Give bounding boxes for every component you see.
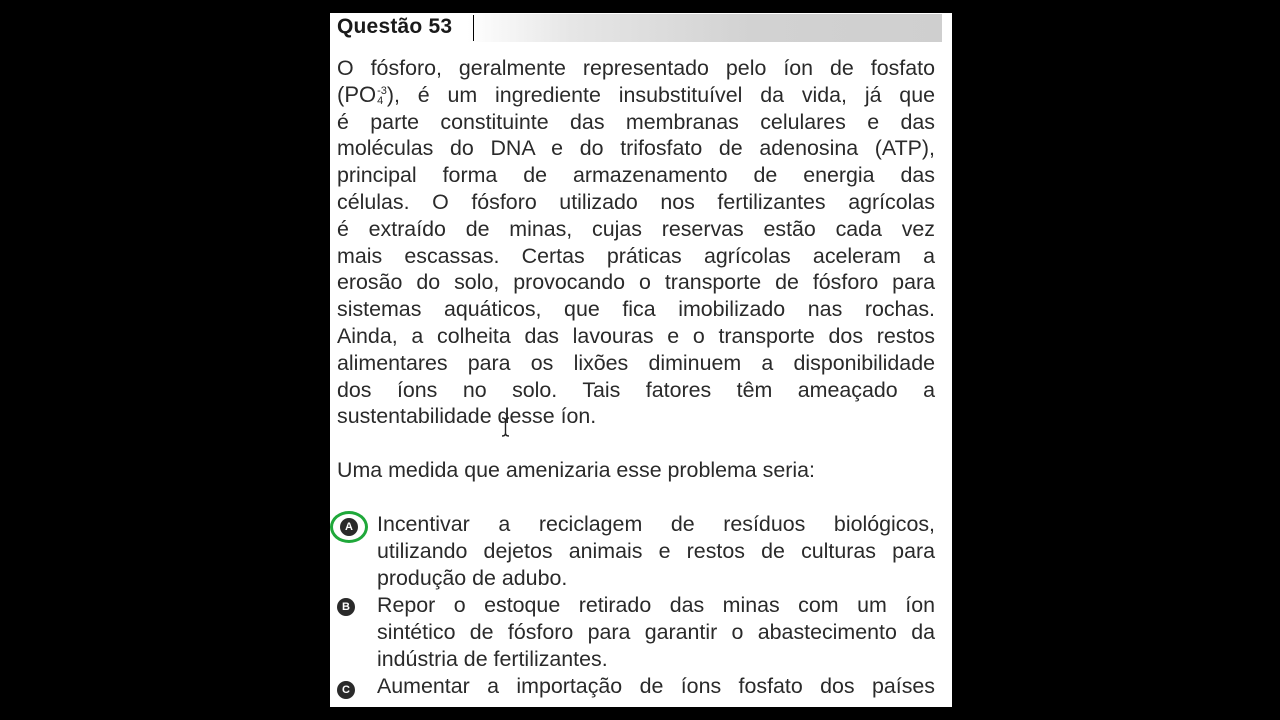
option-a-marker-icon: A: [340, 518, 358, 536]
body-line: erosão do solo, provocando o transporte de fósforo para: [337, 270, 935, 295]
body-line: principal forma de armazenamento de energia das: [337, 163, 935, 188]
option-line: produção de adubo.: [377, 565, 568, 590]
body-line: moléculas do DNA e do trifosfato de adenosina (ATP),: [337, 136, 935, 161]
formula-charge: -3: [377, 84, 387, 97]
text-caret: [473, 15, 474, 41]
option-a-text[interactable]: [377, 511, 935, 591]
body-line: células. O fósforo utilizado nos fertilizantes agrícolas: [337, 189, 935, 214]
body-line: é extraído de minas, cujas reservas estão cada vez: [337, 216, 935, 241]
body-line: é parte constituinte das membranas celulares e das: [337, 109, 935, 134]
body-line: sistemas aquáticos, que fica imobilizado nas rochas.: [337, 297, 935, 322]
body-line: mais escassas. Certas práticas agrícolas aceleram a: [337, 243, 935, 268]
question-title: Questão 53: [337, 15, 453, 38]
formula-subscript: 4: [377, 94, 384, 107]
body-line: O fósforo, geralmente representado pelo íon de fosfato: [337, 56, 935, 80]
question-header: [337, 13, 935, 43]
option-line: Incentivar a reciclagem de resíduos biológicos,: [377, 512, 935, 536]
option-line: utilizando dejetos animais e restos de culturas para: [377, 538, 935, 563]
question-prompt: Uma medida que amenizaria esse problema seria:: [337, 458, 815, 482]
option-b-marker-icon[interactable]: B: [337, 598, 355, 616]
option-c-text[interactable]: [377, 673, 935, 700]
option-line: indústria de fertilizantes.: [377, 646, 608, 671]
exam-page: [330, 13, 952, 707]
formula-indices: [377, 86, 387, 106]
body-line: dos íons no solo. Tais fatores têm ameaçado a: [337, 377, 935, 402]
body-line-rest: ), é um ingrediente insubstituível da vida, já que: [386, 82, 935, 107]
selected-answer-ring[interactable]: [330, 511, 368, 543]
option-line: Repor o estoque retirado das minas com um íon: [377, 593, 935, 617]
body-line: sustentabilidade desse íon.: [337, 404, 597, 429]
question-body: [337, 55, 935, 430]
option-line: Aumentar a importação de íons fosfato dos países: [377, 674, 935, 698]
text-cursor-icon: [501, 417, 510, 437]
body-line: Ainda, a colheita das lavouras e o transporte dos restos: [337, 323, 935, 348]
header-gradient-bar: [467, 14, 942, 42]
option-line: sintético de fósforo para garantir o abastecimento da: [377, 619, 935, 644]
formula-paren: (: [337, 81, 345, 107]
option-b-text[interactable]: [377, 592, 935, 672]
option-c-marker-icon[interactable]: C: [337, 681, 355, 699]
phosphate-formula: [337, 82, 387, 107]
formula-base: PO: [344, 81, 377, 107]
body-line: alimentares para os lixões diminuem a disponibilidade: [337, 350, 935, 375]
body-line-formula: [337, 82, 935, 109]
